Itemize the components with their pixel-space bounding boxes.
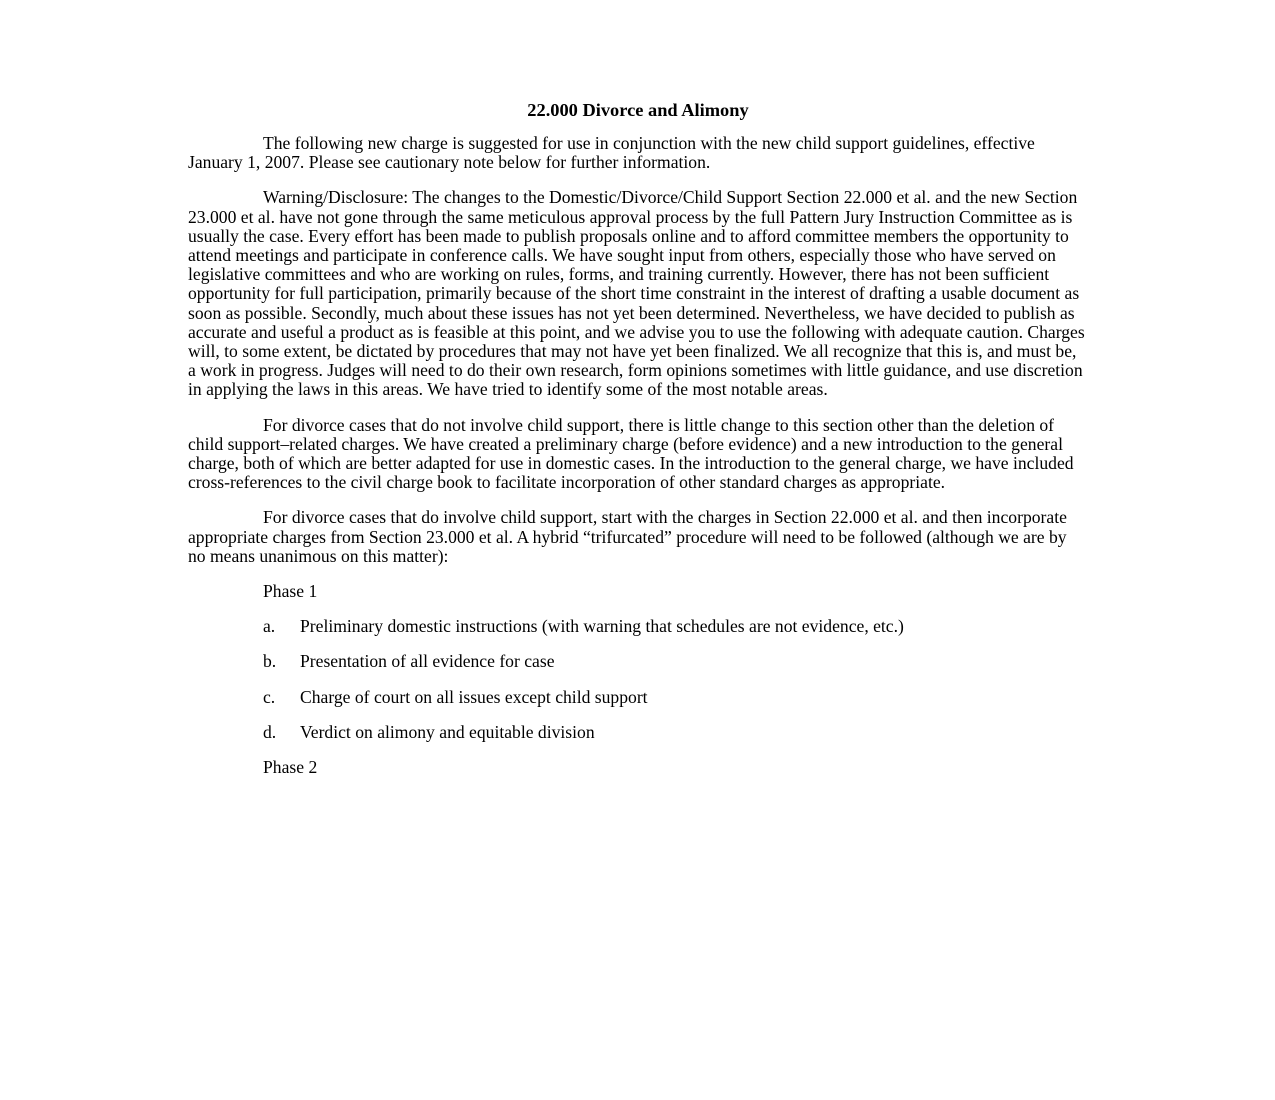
list-item-letter: c. [263, 686, 276, 707]
list-item-letter: a. [263, 616, 276, 637]
list-item [263, 721, 1088, 742]
document-page [188, 99, 1088, 793]
intro-paragraph: The following new charge is suggested for use in conjunction with the new child support guidelines, effective January 1, 2007. Please see cautionary note below for further information. [188, 133, 1035, 173]
no-child-support-paragraph: For divorce cases that do not involve child support, there is little change to this section other than the deletion of child support–related charges. We have created a preliminary charge (before evidence) and a new introduction to the general charge, both of which are better adapted for use in domestic cases. In the introduction to the general charge, we have included cross-references to the civil charge book to facilitate incorporation of other standard charges as appropriate. [188, 414, 1074, 493]
list-item [263, 616, 1088, 637]
list-item-letter: d. [263, 721, 277, 742]
list-item-text: Preliminary domestic instructions (with warning that schedules are not evidence, etc.) [300, 616, 904, 637]
warning-paragraph: Warning/Disclosure: The changes to the Domestic/Divorce/Child Support Section 22.000 et al. and the new Section 23.000 et al. have not gone through the same meticulous approval process by the full Pattern Jury Instruction Committee as is usually the case. Every effort has been made to publish proposals online and to afford committee members the opportunity to attend meetings and participate in conference calls. We have sought input from others, especially those who have served on legislative committees and who are working on rules, forms, and training currently. However, there has not been sufficient opportunity for full participation, primarily because of the short time constraint in the interest of drafting a usable document as soon as possible. Secondly, much about these issues has not yet been determined. Nevertheless, we have decided to publish as accurate and useful a product as is feasible at this point, and we advise you to use the following with adequate caution. Charges will, to some extent, be dictated by procedures that may not have yet been finalized. We all recognize that this is, and must be, a work in progress. Judges will need to do their own research, form opinions sometimes with little guidance, and use discretion in applying the laws in this areas. We have tried to identify some of the most notable areas. [188, 187, 1085, 400]
child-support-paragraph: For divorce cases that do involve child support, start with the charges in Section 22.000 et al. and then incorporate appropriate charges from Section 23.000 et al. A hybrid “trifurcated” procedure will need to be followed (although we are by no means unanimous on this matter): [188, 507, 1067, 566]
list-item-text: Presentation of all evidence for case [300, 651, 555, 672]
list-item-text: Charge of court on all issues except child support [300, 686, 648, 707]
page-title: 22.000 Divorce and Alimony [527, 100, 749, 120]
list-item-letter: b. [263, 651, 277, 672]
phase-2-heading: Phase 2 [263, 757, 318, 778]
list-item [263, 651, 1088, 672]
phase-1-heading: Phase 1 [263, 581, 318, 602]
list-item-text: Verdict on alimony and equitable division [300, 721, 595, 742]
list-item [263, 686, 1088, 707]
